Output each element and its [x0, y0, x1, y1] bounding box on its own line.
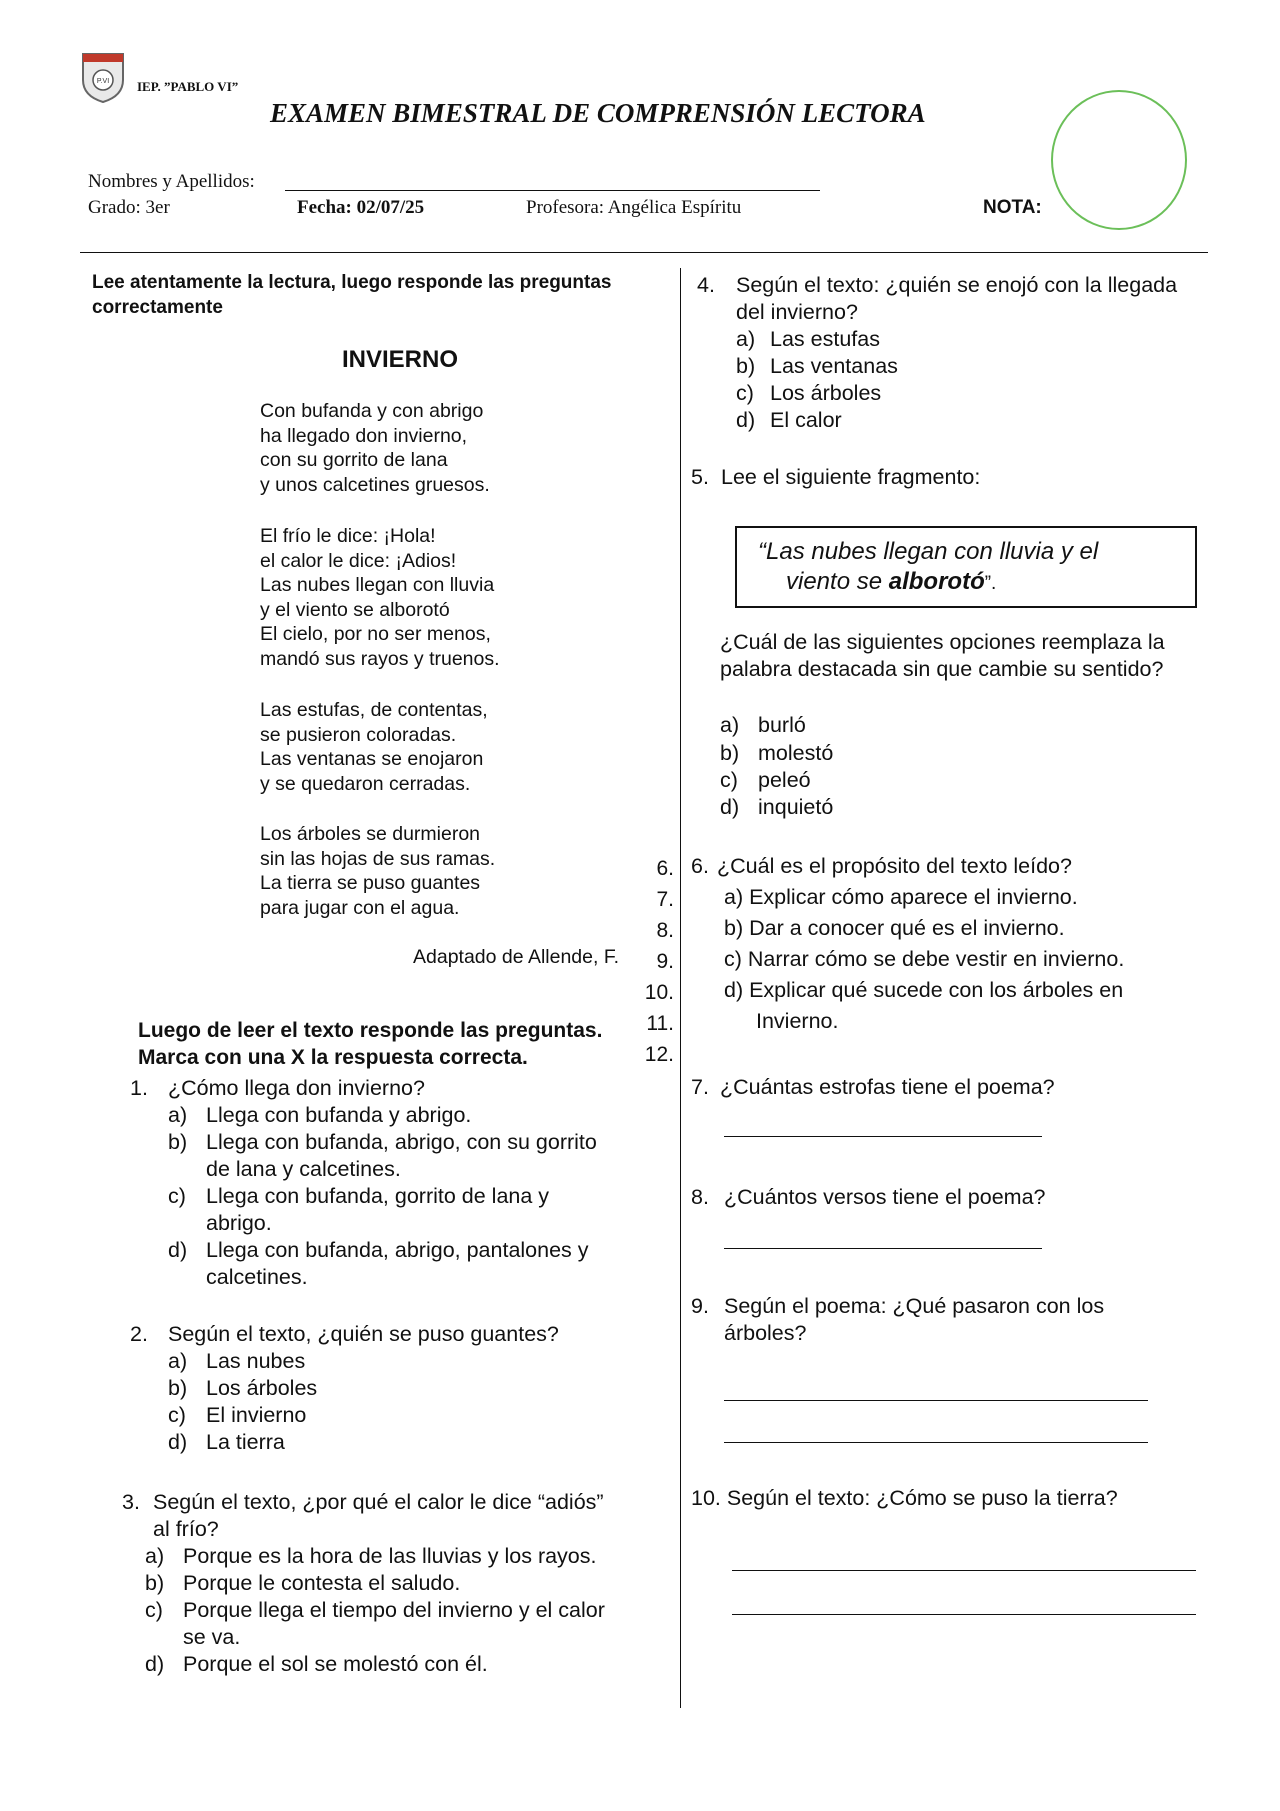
poem-stanza: El frío le dice: ¡Hola! el calor le dice: ¡Adios! Las nubes llegan con lluvia y el viento se alborotó El cielo, por no ser menos, mandó sus rayos y truenos. [260, 525, 500, 670]
q2-option-d[interactable] [168, 1429, 285, 1456]
option-text: d) Explicar qué sucede con los árboles en [724, 978, 1124, 1002]
option-text: Porque el sol se molestó con él. [183, 1652, 488, 1676]
option-text: Porque le contesta el saludo. [183, 1571, 461, 1595]
q4-option-c[interactable] [736, 380, 881, 407]
poem-stanza: Las estufas, de contentas, se pusieron coloradas. Las ventanas se enojaron y se quedaron cerradas. [260, 699, 488, 795]
q7-answer-line[interactable] [724, 1136, 1042, 1137]
quote-text [758, 537, 1098, 599]
option-text: Llega con bufanda, gorrito de lana y [206, 1184, 550, 1208]
option-letter: b) [720, 741, 740, 765]
grade-circle [1051, 90, 1187, 230]
q5-option-a[interactable] [720, 712, 806, 739]
quote-line [758, 567, 1098, 599]
question-text: Lee el siguiente fragmento: [721, 465, 981, 489]
option-letter: c) [168, 1184, 186, 1208]
question-text: del invierno? [736, 300, 858, 324]
question-5 [691, 464, 980, 491]
option-letter: c) [168, 1403, 186, 1427]
instruction-line: Marca con una X la respuesta correcta. [138, 1046, 528, 1069]
option-text: Porque llega el tiempo del invierno y el calor [183, 1598, 605, 1622]
question-8 [691, 1184, 1045, 1211]
exam-title: EXAMEN BIMESTRAL DE COMPRENSIÓN LECTORA [270, 98, 926, 128]
q3-option-c[interactable] [145, 1597, 605, 1651]
quote-part: viento se [786, 568, 889, 595]
poem-title: INVIERNO [342, 346, 459, 373]
option-text: Invierno. [756, 1009, 839, 1033]
question-number: 7. [691, 1075, 709, 1099]
school-crest-logo [80, 50, 126, 104]
stray-number: 8. [656, 919, 674, 942]
quote-line: “Las nubes llegan con lluvia y el [758, 538, 1099, 565]
header-divider [80, 252, 1208, 253]
stray-number: 9. [656, 950, 674, 973]
date-label: Fecha: 02/07/25 [297, 197, 425, 218]
question-9 [691, 1293, 1104, 1347]
option-text: La tierra [206, 1430, 285, 1454]
stray-number: 10. [644, 981, 674, 1004]
question-text: ¿Cuál es el propósito del texto leído? [717, 854, 1072, 878]
q4-option-b[interactable] [736, 353, 898, 380]
instruction-line: Lee atentamente la lectura, luego responde las preguntas [92, 272, 612, 293]
option-letter: d) [168, 1238, 188, 1262]
q1-option-a[interactable] [168, 1102, 471, 1129]
option-letter: c) [145, 1598, 163, 1622]
question-text: ¿Cuántos versos tiene el poema? [724, 1185, 1046, 1209]
q5-option-c[interactable] [720, 767, 811, 794]
option-text: burló [758, 713, 806, 737]
q6-option-d[interactable] [724, 977, 1123, 1004]
option-text: Porque es la hora de las lluvias y los rayos. [183, 1544, 597, 1568]
option-text: c) Narrar cómo se debe vestir en invierno. [724, 947, 1125, 971]
question-number: 10. [691, 1486, 721, 1510]
q3-option-d[interactable] [145, 1651, 488, 1678]
q5-option-d[interactable] [720, 794, 833, 821]
question-text: Según el poema: ¿Qué pasaron con los [724, 1294, 1105, 1318]
option-text: de lana y calcetines. [206, 1157, 401, 1181]
stray-number: 7. [656, 888, 674, 911]
option-letter: b) [736, 354, 756, 378]
reading-instruction [92, 270, 682, 320]
poem-stanza: Los árboles se durmieron sin las hojas de sus ramas. La tierra se puso guantes para jugar con el agua. [260, 823, 496, 919]
q4-option-a[interactable] [736, 326, 880, 353]
question-text: ¿Cómo llega don invierno? [168, 1076, 425, 1100]
option-text: b) Dar a conocer qué es el invierno. [724, 916, 1065, 940]
question-text: Según el texto, ¿quién se puso guantes? [168, 1322, 559, 1346]
option-letter: d) [736, 408, 756, 432]
question-number: 5. [691, 465, 709, 489]
option-letter: c) [736, 381, 754, 405]
option-text: se va. [183, 1625, 241, 1649]
question-number: 1. [130, 1076, 148, 1100]
column-divider [680, 268, 681, 1708]
question-number: 8. [691, 1185, 709, 1209]
q1-option-c[interactable] [168, 1183, 549, 1237]
q4-option-d[interactable] [736, 407, 842, 434]
svg-text:P.VI: P.VI [96, 78, 110, 85]
option-text: El invierno [206, 1403, 307, 1427]
question-1 [130, 1075, 425, 1102]
quote-part: ”. [984, 573, 997, 594]
q1-option-b[interactable] [168, 1129, 597, 1183]
option-text: calcetines. [206, 1265, 308, 1289]
q6-option-d-cont [756, 1008, 838, 1035]
option-text: Llega con bufanda, abrigo, pantalones y [206, 1238, 589, 1262]
question-3 [122, 1489, 604, 1543]
option-letter: a) [145, 1544, 165, 1568]
names-label: Nombres y Apellidos: [88, 171, 255, 192]
option-text: Las ventanas [770, 354, 898, 378]
option-text: molestó [758, 741, 834, 765]
highlighted-word: alborotó [888, 568, 985, 595]
question-text: Según el texto, ¿por qué el calor le dice “adiós” [153, 1490, 604, 1514]
option-text: Las nubes [206, 1349, 306, 1373]
question-4 [697, 272, 1177, 326]
option-text: a) Explicar cómo aparece el invierno. [724, 885, 1078, 909]
option-letter: a) [736, 327, 756, 351]
question-2 [130, 1321, 559, 1348]
q9-answer-line[interactable] [724, 1400, 1148, 1401]
school-name: IEP. ”PABLO VI” [137, 79, 239, 94]
question-number: 4. [697, 273, 715, 297]
option-text: Llega con bufanda y abrigo. [206, 1103, 472, 1127]
stray-number: 12. [644, 1043, 674, 1066]
poem-stanza: Con bufanda y con abrigo ha llegado don invierno, con su gorrito de lana y unos calcetines gruesos. [260, 400, 490, 496]
instruction-line: correctamente [92, 297, 223, 318]
option-letter: b) [145, 1571, 165, 1595]
question-text: palabra destacada sin que cambie su sentido? [720, 657, 1164, 681]
option-letter: c) [720, 768, 738, 792]
option-letter: a) [720, 713, 740, 737]
question-text: ¿Cuántas estrofas tiene el poema? [720, 1075, 1055, 1099]
q3-option-b[interactable] [145, 1570, 460, 1597]
option-letter: a) [168, 1349, 188, 1373]
option-text: Los árboles [206, 1376, 318, 1400]
q2-option-a[interactable] [168, 1348, 305, 1375]
poem-credit: Adaptado de Allende, F. [413, 946, 619, 968]
q3-option-a[interactable] [145, 1543, 597, 1570]
option-text: inquietó [758, 795, 834, 819]
stray-number: 6. [656, 857, 674, 880]
q2-option-b[interactable] [168, 1375, 317, 1402]
question-number: 2. [130, 1322, 148, 1346]
q2-option-c[interactable] [168, 1402, 306, 1429]
option-text: peleó [758, 768, 811, 792]
q9-answer-line[interactable] [724, 1442, 1148, 1443]
option-text: abrigo. [206, 1211, 272, 1235]
question-text: ¿Cuál de las siguientes opciones reemplaza la [720, 630, 1165, 654]
question-text: al frío? [153, 1517, 219, 1541]
option-letter: d) [145, 1652, 165, 1676]
q1-option-d[interactable] [168, 1237, 589, 1291]
teacher-label: Profesora: Angélica Espíritu [526, 197, 742, 218]
question-text: Según el texto: ¿Cómo se puso la tierra? [726, 1486, 1118, 1510]
q6-option-c[interactable] [724, 946, 1124, 973]
q6-option-b[interactable] [724, 915, 1065, 942]
q8-answer-line[interactable] [724, 1248, 1042, 1249]
question-text: árboles? [724, 1321, 807, 1345]
question-number: 9. [691, 1294, 709, 1318]
nota-label: NOTA: [983, 197, 1042, 218]
option-letter: b) [168, 1376, 188, 1400]
question-6 [691, 853, 1072, 880]
q10-answer-line[interactable] [732, 1570, 1196, 1571]
question-number: 6. [691, 854, 709, 878]
grade-label: Grado: 3er [88, 197, 170, 218]
option-text: El calor [770, 408, 842, 432]
answer-instruction [138, 1017, 602, 1071]
question-10 [691, 1485, 1118, 1512]
option-text: Llega con bufanda, abrigo, con su gorrito [206, 1130, 597, 1154]
option-letter: b) [168, 1130, 188, 1154]
stray-number: 11. [646, 1012, 674, 1035]
option-text: Las estufas [770, 327, 880, 351]
question-text: Según el texto: ¿quién se enojó con la llegada [736, 273, 1178, 297]
option-letter: d) [720, 795, 740, 819]
option-letter: a) [168, 1103, 188, 1127]
instruction-line: Luego de leer el texto responde las preguntas. [138, 1019, 603, 1042]
option-text: Los árboles [770, 381, 882, 405]
names-answer-line[interactable] [285, 190, 820, 191]
q5-option-b[interactable] [720, 740, 833, 767]
option-letter: d) [168, 1430, 188, 1454]
question-number: 3. [122, 1490, 140, 1514]
q10-answer-line[interactable] [732, 1614, 1196, 1615]
question-5-ask [720, 629, 1165, 683]
q6-option-a[interactable] [724, 884, 1078, 911]
question-7 [691, 1074, 1055, 1101]
